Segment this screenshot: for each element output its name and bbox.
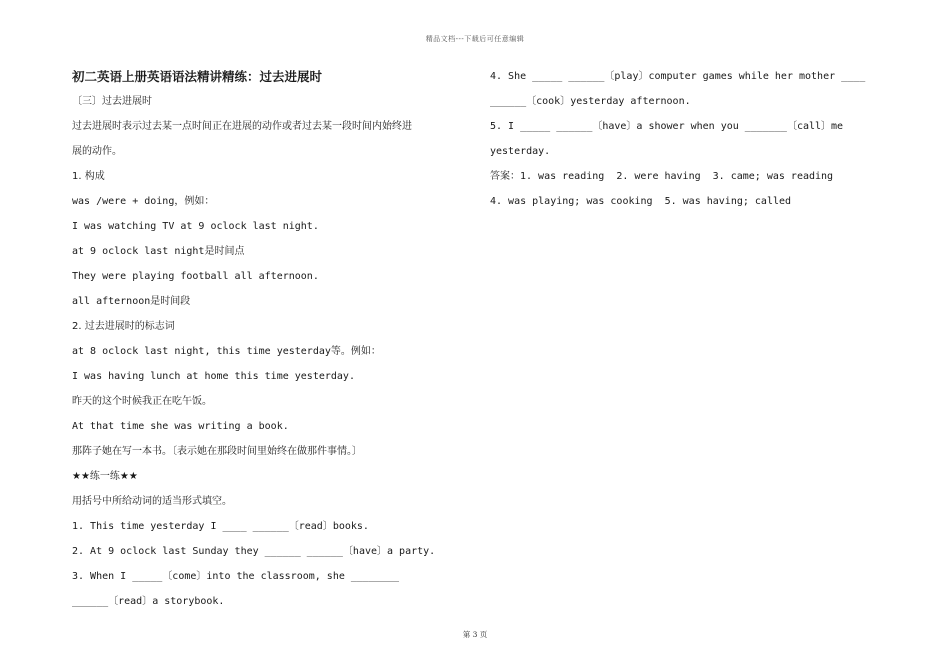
practice-instruction: 用括号中所给动词的适当形式填空。 [72,496,232,507]
example-sentence: At that time she was writing a book. [72,421,289,432]
answer-key-continued: 4. was playing; was cooking 5. was having; called [490,196,792,207]
example-sentence: I was having lunch at home this time yesterday. [72,371,355,382]
subheading-structure: 1. 构成 [72,171,105,182]
marker-words: at 8 oclock last night, this time yesterday等。例如： [72,346,381,357]
subheading-markers: 2. 过去进展时的标志词 [72,321,175,332]
exercise-item: 2. At 9 oclock last Sunday they ______ ______〔have〕a party. [72,546,436,557]
example-translation: 那阵子她在写一本书。〔表示她在那段时间里始终在做那件事情。〕 [72,446,362,457]
exercise-item: 3. When I _____〔come〕into the classroom, she ________ [72,571,400,582]
example-note: all afternoon是时间段 [72,296,191,307]
document-title: 初二英语上册英语语法精讲精练：过去进展时 [72,69,323,84]
example-sentence: I was watching TV at 9 oclock last night. [72,221,319,232]
exercise-item: 1. This time yesterday I ____ ______〔read〕books. [72,521,369,532]
exercise-item: 4. She _____ ______〔play〕computer games while her mother ____ [490,71,866,82]
structure-formula: was /were + doing，例如： [72,196,215,207]
example-note: at 9 oclock last night是时间点 [72,246,245,257]
exercise-item-continued: ______〔cook〕yesterday afternoon. [490,96,691,107]
right-column [490,64,866,214]
exercise-item-continued: ______〔read〕a storybook. [72,596,225,607]
left-column [72,64,462,614]
page-number: 第 3 页 [462,630,488,639]
exercise-item: 5. I _____ ______〔have〕a shower when you _______〔call〕me [490,121,844,132]
section-heading: 〔三〕过去进展时 [72,96,152,107]
definition-text: 过去进展时表示过去某一点时间正在进展的动作或者过去某一段时间内始终进 [72,121,412,132]
example-translation: 昨天的这个时候我正在吃午饭。 [72,396,212,407]
practice-heading: ★★练一练★★ [72,471,138,482]
example-sentence: They were playing football all afternoon. [72,271,319,282]
definition-text: 展的动作。 [72,146,122,157]
answer-key: 答案：1. was reading 2. were having 3. came; was reading [490,171,834,182]
page-header-note: 精品文档---下载后可任意编辑 [425,35,525,43]
exercise-item-continued: yesterday. [490,146,551,157]
